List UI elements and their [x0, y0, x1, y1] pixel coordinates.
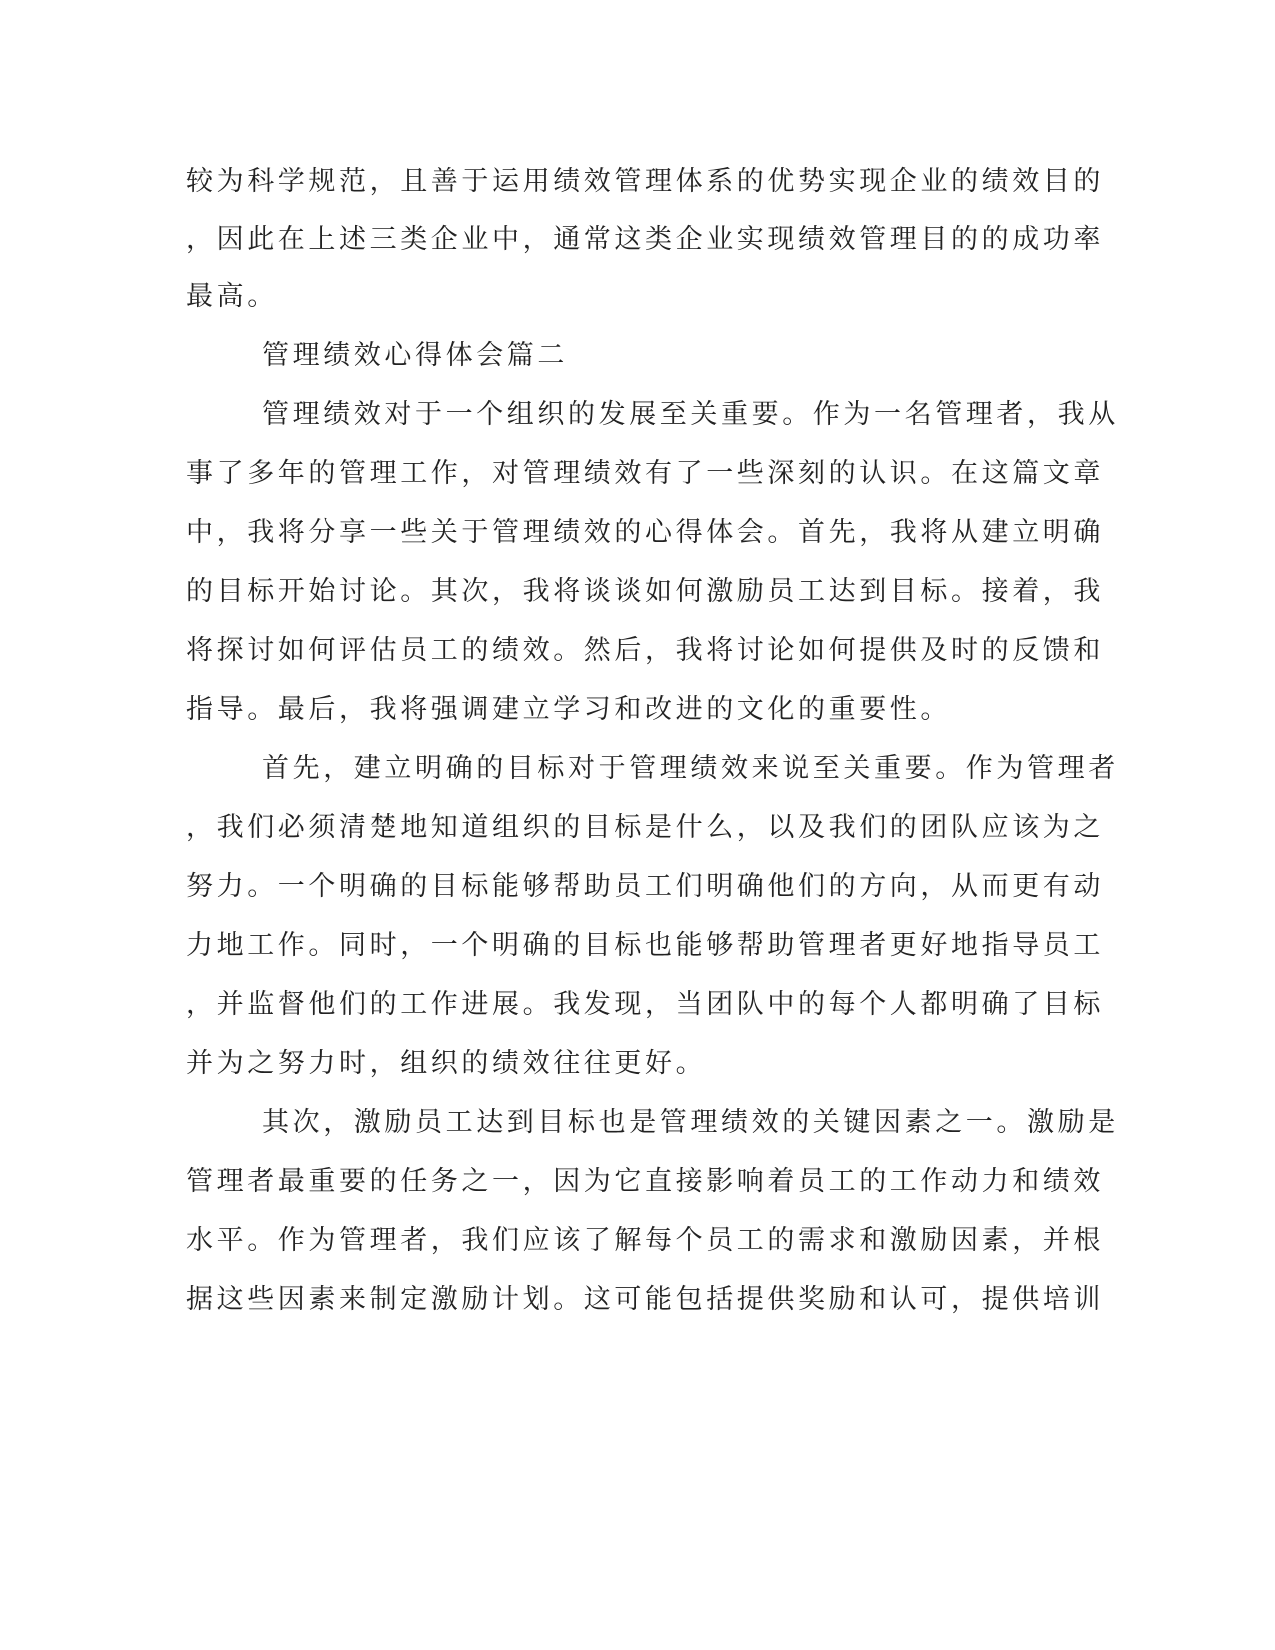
paragraph-line: 事了多年的管理工作，对管理绩效有了一些深刻的认识。在这篇文章: [186, 458, 1104, 489]
paragraph-line: 指导。最后，我将强调建立学习和改进的文化的重要性。: [186, 694, 951, 725]
paragraph-line: 的目标开始讨论。其次，我将谈谈如何激励员工达到目标。接着，我: [186, 576, 1104, 607]
paragraph-line: 最高。: [186, 281, 278, 312]
section-heading: 管理绩效心得体会篇二: [262, 340, 568, 371]
paragraph-line: 管理者最重要的任务之一，因为它直接影响着员工的工作动力和绩效: [186, 1166, 1104, 1197]
paragraph-line: ，并监督他们的工作进展。我发现，当团队中的每个人都明确了目标: [186, 989, 1104, 1020]
paragraph-line: 并为之努力时，组织的绩效往往更好。: [186, 1048, 707, 1079]
paragraph-line: ，因此在上述三类企业中，通常这类企业实现绩效管理目的的成功率: [186, 224, 1104, 255]
paragraph-line: 水平。作为管理者，我们应该了解每个员工的需求和激励因素，并根: [186, 1225, 1104, 1256]
paragraph-line: 将探讨如何评估员工的绩效。然后，我将讨论如何提供及时的反馈和: [186, 635, 1104, 666]
paragraph-line: 据这些因素来制定激励计划。这可能包括提供奖励和认可，提供培训: [186, 1284, 1104, 1315]
paragraph-line: 管理绩效对于一个组织的发展至关重要。作为一名管理者，我从: [262, 399, 1119, 430]
paragraph-line: 努力。一个明确的目标能够帮助员工们明确他们的方向，从而更有动: [186, 871, 1104, 902]
paragraph-line: 首先，建立明确的目标对于管理绩效来说至关重要。作为管理者: [262, 753, 1119, 784]
paragraph-line: 中，我将分享一些关于管理绩效的心得体会。首先，我将从建立明确: [186, 517, 1104, 548]
paragraph-line: 其次，激励员工达到目标也是管理绩效的关键因素之一。激励是: [262, 1107, 1119, 1138]
paragraph-line: ，我们必须清楚地知道组织的目标是什么，以及我们的团队应该为之: [186, 812, 1104, 843]
paragraph-line: 力地工作。同时，一个明确的目标也能够帮助管理者更好地指导员工: [186, 930, 1104, 961]
paragraph-line: 较为科学规范，且善于运用绩效管理体系的优势实现企业的绩效目的: [186, 166, 1104, 197]
